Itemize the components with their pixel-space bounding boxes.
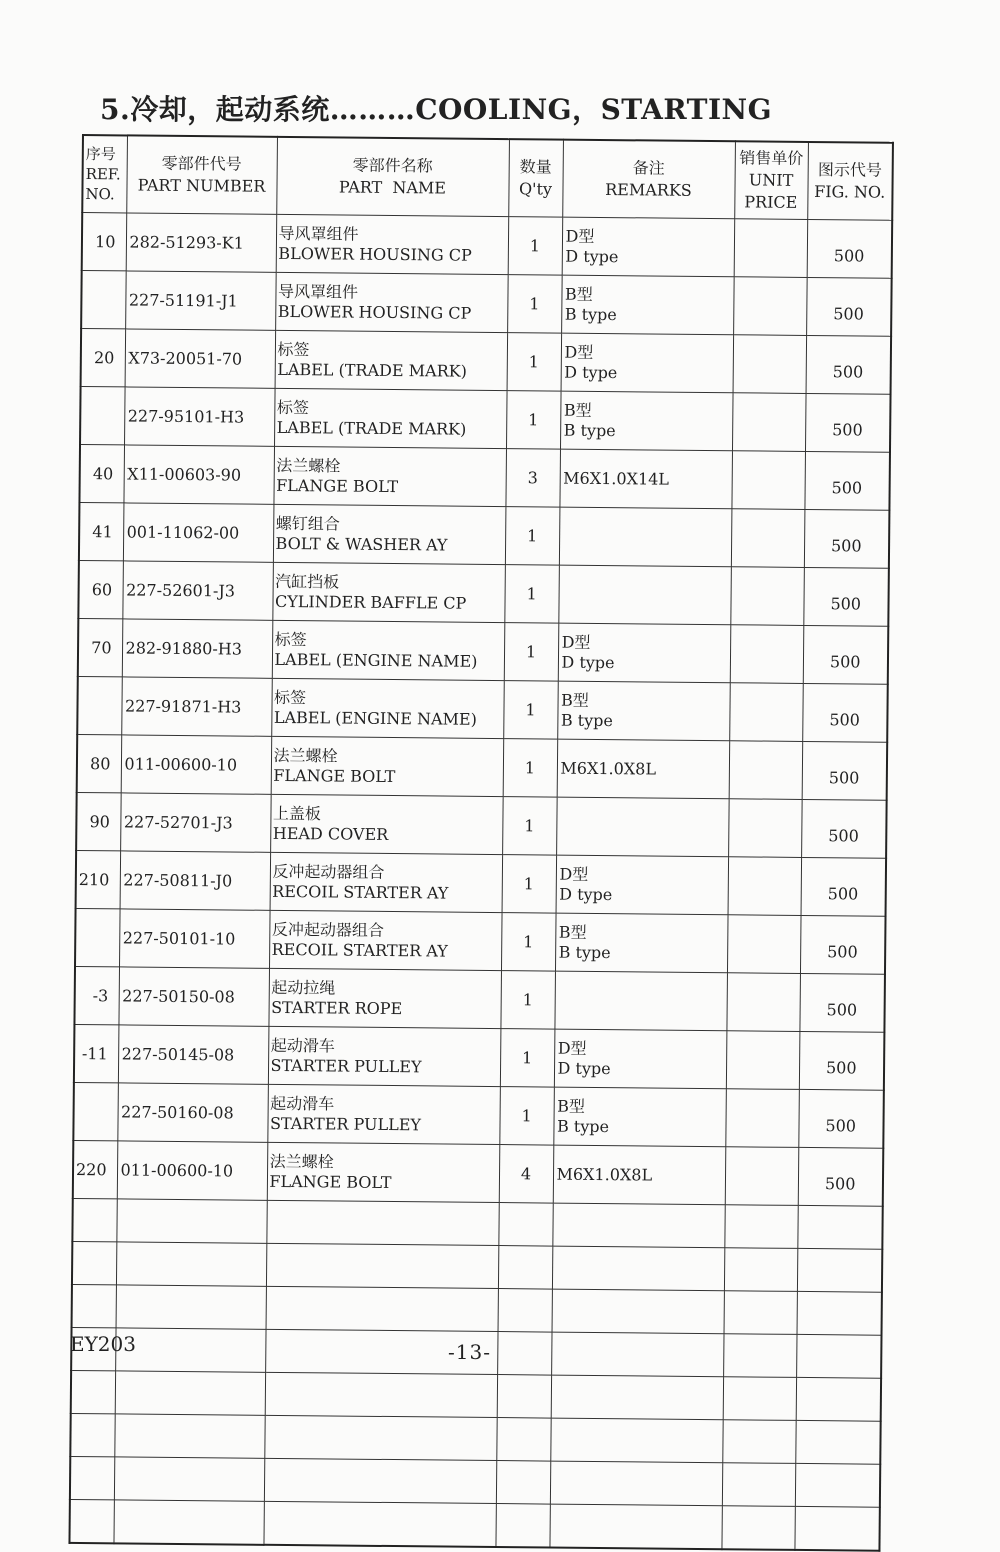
empty-cell (72, 1284, 116, 1327)
empty-cell (498, 1246, 552, 1290)
ref-no-cell: 60 (78, 560, 123, 618)
remark-line-1: D型 (559, 864, 589, 884)
empty-cell (795, 1463, 880, 1507)
remarks-cell (554, 1029, 727, 1089)
qty-cell: 1 (503, 739, 558, 798)
remark-line-1 (563, 536, 731, 538)
unit-price-cell (730, 567, 804, 626)
empty-cell (723, 1334, 796, 1378)
remarks-cell (558, 565, 731, 625)
header-remarks-cn: 备注 (632, 158, 665, 178)
empty-cell (724, 1248, 797, 1292)
empty-cell (496, 1461, 550, 1505)
unit-price-cell (731, 509, 805, 568)
header-remarks-en: REMARKS (605, 180, 692, 200)
remark-line-1 (560, 826, 728, 828)
part-name-en: BLOWER HOUSING CP (278, 243, 472, 265)
empty-cell (264, 1415, 496, 1460)
qty-cell: 1 (503, 681, 558, 740)
unit-price-cell (726, 1031, 800, 1090)
empty-cell (796, 1377, 881, 1421)
fig-no-cell: 500 (807, 219, 893, 278)
remark-line-2: D type (559, 884, 613, 904)
remark-line-2: B type (558, 942, 611, 962)
qty-cell: 1 (504, 565, 559, 624)
empty-table-row (72, 1198, 882, 1249)
remark-line-1 (562, 594, 730, 596)
header-remarks (562, 140, 735, 219)
empty-cell (116, 1199, 266, 1243)
empty-cell (70, 1456, 114, 1499)
part-number-cell: 227-50101-10 (119, 909, 270, 968)
part-number-cell: 227-51191-J1 (125, 271, 276, 330)
part-name-cell (269, 910, 502, 970)
fig-no-cell: 500 (801, 857, 887, 916)
unit-price-cell (731, 451, 805, 510)
empty-cell (797, 1205, 882, 1249)
header-fig-no-en: FIG. NO. (814, 182, 886, 202)
ref-no-cell: 20 (81, 329, 126, 387)
empty-cell (498, 1289, 552, 1333)
part-name-en: LABEL (TRADE MARK) (277, 359, 467, 381)
empty-cell (796, 1334, 881, 1378)
part-name-cn: 标签 (274, 687, 307, 707)
remarks-cell (553, 1145, 726, 1205)
header-part-number (126, 135, 277, 214)
empty-cell (549, 1504, 721, 1549)
header-unit-price-en-2: PRICE (744, 192, 798, 212)
fig-no-cell: 500 (799, 1031, 885, 1090)
header-part-number-en: PART NUMBER (137, 175, 266, 196)
ref-no-cell (75, 908, 120, 966)
fig-no-cell: 500 (798, 1089, 884, 1148)
part-number-cell: 227-50145-08 (118, 1025, 269, 1084)
part-name-cell (267, 1142, 500, 1202)
part-name-en: RECOIL STARTER AY (272, 881, 449, 903)
part-name-cn: 上盖板 (272, 803, 322, 823)
empty-table-row (72, 1241, 882, 1292)
table-row (81, 271, 892, 337)
part-name-cell (272, 620, 505, 680)
remarks-cell (553, 1087, 726, 1147)
header-unit-price-cn: 销售单价 (739, 148, 804, 168)
part-name-cell (270, 794, 503, 854)
empty-cell (550, 1461, 722, 1506)
empty-cell (794, 1506, 879, 1550)
header-unit-price (734, 141, 808, 219)
empty-cell (552, 1289, 724, 1334)
table-row (79, 444, 890, 510)
ref-no-cell: 41 (79, 502, 124, 560)
part-number-cell: 227-52701-J3 (120, 793, 271, 852)
remark-line-2: D type (565, 246, 619, 266)
remark-line-1: D型 (564, 342, 594, 362)
header-fig-no-cn: 图示代号 (817, 160, 883, 180)
page-title: 5.冷却，起动系统………COOLING，STARTING (100, 93, 773, 126)
part-name-cell (267, 1084, 500, 1144)
empty-cell (497, 1375, 551, 1419)
part-name-cn: 标签 (274, 629, 307, 649)
part-name-cn: 反冲起动器组合 (271, 919, 384, 940)
header-part-name-cn: 零部件名称 (352, 155, 433, 176)
header-qty-cn: 数量 (519, 157, 552, 177)
remark-line-1: D型 (561, 632, 591, 652)
part-name-cn: 起动滑车 (270, 1035, 335, 1055)
remark-line-1: M6X1.0X14L (563, 468, 670, 489)
table-row (78, 560, 889, 626)
qty-cell: 1 (500, 971, 555, 1030)
empty-cell (496, 1418, 550, 1462)
part-name-en: BLOWER HOUSING CP (277, 301, 472, 323)
ref-no-cell (80, 386, 125, 444)
unit-price-cell (733, 335, 807, 394)
ref-no-cell: -11 (74, 1024, 119, 1082)
empty-cell (797, 1291, 882, 1335)
part-name-cell (268, 1026, 501, 1086)
empty-cell (550, 1418, 722, 1463)
unit-price-cell (729, 741, 803, 800)
remarks-cell (560, 391, 733, 451)
remark-line-1: B型 (561, 690, 589, 710)
unit-price-cell (728, 799, 802, 858)
empty-cell (722, 1463, 795, 1507)
unit-price-cell (734, 219, 808, 278)
empty-cell (116, 1242, 266, 1286)
part-number-cell: 011-00600-10 (121, 735, 272, 794)
qty-cell: 1 (501, 913, 556, 972)
empty-cell (263, 1501, 495, 1547)
header-part-name-en: PART NAME (338, 177, 447, 198)
remark-line-1 (558, 1000, 726, 1002)
empty-cell (551, 1332, 723, 1377)
remarks-cell (557, 739, 730, 799)
part-name-en: HEAD COVER (272, 823, 389, 844)
ref-no-cell: 10 (82, 213, 127, 271)
qty-cell: 1 (506, 391, 561, 450)
empty-cell (265, 1372, 497, 1417)
ref-no-cell (81, 271, 126, 329)
fig-no-cell: 500 (804, 451, 890, 510)
remarks-cell (561, 333, 734, 393)
qty-cell: 1 (502, 797, 557, 856)
empty-table-row (69, 1499, 879, 1550)
table-row (80, 386, 891, 452)
empty-cell (721, 1506, 794, 1550)
part-number-cell: 282-91880-H3 (122, 619, 273, 678)
fig-no-cell: 500 (803, 625, 889, 684)
table-row (79, 502, 890, 568)
unit-price-cell (730, 625, 804, 684)
qty-cell: 1 (502, 855, 557, 914)
table-row (78, 618, 889, 684)
header-qty (508, 139, 563, 217)
empty-cell (795, 1420, 880, 1464)
empty-cell (724, 1205, 797, 1249)
remark-line-1: M6X1.0X8L (556, 1164, 653, 1185)
qty-cell: 1 (508, 217, 563, 276)
qty-cell: 1 (504, 623, 559, 682)
fig-no-cell: 500 (800, 915, 886, 974)
part-name-cell (276, 214, 509, 274)
fig-no-cell: 500 (801, 799, 887, 858)
fig-no-cell: 500 (803, 567, 889, 626)
empty-cell (72, 1241, 116, 1284)
table-row (77, 734, 888, 800)
part-name-cn: 反冲起动器组合 (272, 861, 385, 882)
part-name-cell (268, 968, 501, 1028)
part-name-cn: 标签 (276, 397, 309, 417)
part-number-cell: 227-50160-08 (117, 1083, 268, 1142)
header-qty-en: Q'ty (518, 179, 553, 199)
table-row (74, 966, 885, 1032)
fig-no-cell: 500 (806, 335, 892, 394)
header-part-name (276, 137, 509, 217)
table-row (81, 329, 892, 395)
remarks-cell (557, 681, 730, 741)
empty-table-row (70, 1456, 880, 1507)
part-name-cell (275, 330, 508, 390)
empty-cell (551, 1375, 723, 1420)
ref-no-cell (73, 1082, 118, 1140)
table-row (73, 1082, 884, 1148)
part-name-cell (271, 678, 504, 738)
empty-cell (69, 1499, 113, 1543)
remark-line-1: D型 (557, 1038, 587, 1058)
header-ref (82, 135, 127, 213)
ref-no-cell: 70 (78, 618, 123, 676)
part-number-cell: 227-50150-08 (118, 967, 269, 1026)
ref-no-cell: 90 (76, 792, 121, 850)
empty-cell (266, 1286, 498, 1331)
table-row (82, 213, 893, 279)
remark-line-2 (562, 594, 730, 596)
table-row (75, 908, 886, 974)
remark-line-2 (560, 826, 728, 828)
table-row (73, 1140, 884, 1206)
header-ref-no: NO. (85, 185, 115, 204)
empty-cell (266, 1243, 498, 1288)
empty-cell (552, 1203, 724, 1248)
remark-line-1: B型 (557, 1096, 586, 1116)
qty-cell: 1 (500, 1029, 555, 1088)
qty-cell: 1 (499, 1087, 554, 1146)
header-ref-en: REF. (85, 165, 121, 184)
remarks-cell (554, 971, 727, 1031)
part-name-cell (271, 736, 504, 796)
page-number: -13- (448, 1340, 491, 1364)
part-number-cell: 282-51293-K1 (126, 213, 277, 272)
unit-price-cell (729, 683, 803, 742)
part-number-cell: 227-50811-J0 (120, 851, 271, 910)
part-name-en: LABEL (TRADE MARK) (276, 417, 467, 439)
empty-cell (724, 1291, 797, 1335)
qty-cell: 1 (507, 275, 562, 334)
empty-cell (497, 1332, 551, 1376)
part-name-cell (273, 504, 506, 564)
empty-cell (72, 1198, 116, 1241)
part-name-cn: 起动拉绳 (271, 977, 336, 997)
model-code: EY203 (70, 1332, 136, 1356)
remarks-cell (559, 449, 732, 509)
remarks-cell (558, 623, 731, 683)
remark-line-1: B型 (558, 922, 587, 942)
part-name-cn: 螺钉组合 (275, 513, 340, 533)
unit-price-cell (727, 915, 801, 974)
part-name-en: FLANGE BOLT (273, 765, 396, 786)
part-number-cell: X11-00603-90 (123, 445, 274, 504)
remark-line-1: B型 (564, 284, 593, 304)
ref-no-cell: -3 (74, 966, 119, 1024)
empty-table-row (71, 1370, 881, 1421)
remark-line-1: D型 (565, 226, 595, 246)
remarks-cell (556, 797, 729, 857)
empty-cell (71, 1370, 115, 1413)
part-name-cn: 汽缸挡板 (275, 571, 340, 591)
ref-no-cell: 210 (76, 850, 121, 908)
qty-cell: 1 (505, 507, 560, 566)
empty-cell (115, 1328, 265, 1372)
remark-line-2: B type (564, 304, 617, 324)
qty-cell: 3 (505, 449, 560, 508)
remarks-cell (561, 275, 734, 335)
fig-no-cell: 500 (802, 683, 888, 742)
remark-line-2: D type (564, 362, 618, 382)
remark-line-2 (563, 536, 731, 538)
part-name-en: STARTER PULLEY (270, 1055, 422, 1076)
remarks-cell (562, 217, 735, 277)
remarks-cell (559, 507, 732, 567)
fig-no-cell: 500 (806, 277, 892, 336)
part-number-cell: X73-20051-70 (125, 329, 276, 388)
part-name-cn: 法兰螺栓 (276, 455, 341, 475)
part-name-en: FLANGE BOLT (276, 475, 399, 496)
empty-cell (113, 1500, 263, 1545)
part-name-en: LABEL (ENGINE NAME) (273, 707, 477, 729)
part-name-cn: 起动滑车 (270, 1093, 335, 1113)
part-name-cell (273, 446, 506, 506)
remarks-cell (555, 913, 728, 973)
remarks-cell (556, 855, 729, 915)
empty-cell (722, 1420, 795, 1464)
remark-line-2: B type (560, 710, 614, 730)
table-row (76, 850, 887, 916)
part-name-en: STARTER PULLEY (269, 1113, 422, 1134)
empty-cell (723, 1377, 796, 1421)
part-name-cn: 导风罩组件 (278, 223, 359, 244)
remark-line-2 (558, 1000, 726, 1002)
remark-line-1: B型 (563, 400, 592, 420)
parts-table-container (71, 134, 892, 1328)
fig-no-cell: 500 (804, 509, 890, 568)
part-name-cell (275, 272, 508, 332)
empty-cell (498, 1203, 552, 1247)
ref-no-cell: 80 (77, 734, 122, 792)
part-number-cell: 227-52601-J3 (122, 561, 273, 620)
part-number-cell: 227-91871-H3 (121, 677, 272, 736)
ref-no-cell: 40 (79, 444, 124, 502)
qty-cell: 1 (507, 333, 562, 392)
part-name-en: RECOIL STARTER AY (271, 939, 448, 961)
part-name-cell (272, 562, 505, 622)
table-row (76, 792, 887, 858)
part-number-cell: 001-11062-00 (123, 503, 274, 562)
part-name-cn: 法兰螺栓 (269, 1151, 334, 1171)
empty-cell (115, 1371, 265, 1415)
empty-cell (114, 1414, 264, 1458)
part-number-cell: 227-95101-H3 (124, 387, 275, 446)
fig-no-cell: 500 (805, 393, 891, 452)
empty-cell (797, 1248, 882, 1292)
part-name-cn: 标签 (277, 339, 310, 359)
unit-price-cell (725, 1089, 799, 1148)
header-fig-no (807, 142, 893, 220)
empty-cell (495, 1504, 549, 1548)
empty-table-row (72, 1284, 882, 1335)
header-unit-price-en: UNIT (748, 170, 794, 190)
remark-line-2: D type (557, 1058, 611, 1078)
header-part-number-cn: 零部件代号 (161, 153, 242, 174)
part-name-en: LABEL (ENGINE NAME) (274, 649, 478, 671)
ref-no-cell (77, 676, 122, 734)
empty-table-row (70, 1413, 880, 1464)
unit-price-cell (732, 393, 806, 452)
empty-cell (70, 1413, 114, 1456)
remark-line-2: B type (556, 1116, 610, 1136)
empty-cell (552, 1246, 724, 1291)
qty-cell: 4 (499, 1145, 554, 1204)
part-name-cn: 法兰螺栓 (273, 745, 338, 765)
part-name-en: BOLT & WASHER AY (275, 533, 448, 555)
table-header-row (82, 135, 893, 220)
header-ref-cn: 序号 (85, 145, 116, 164)
fig-no-cell: 500 (798, 1147, 884, 1206)
fig-no-cell: 500 (802, 741, 888, 800)
table-row (77, 676, 888, 742)
unit-price-cell (726, 973, 800, 1032)
unit-price-cell (733, 277, 807, 336)
part-name-en: FLANGE BOLT (269, 1171, 392, 1192)
remark-line-2: D type (561, 652, 615, 672)
remark-line-1: M6X1.0X8L (560, 758, 657, 779)
part-number-cell: 011-00600-10 (117, 1141, 268, 1200)
part-name-en: CYLINDER BAFFLE CP (274, 591, 467, 613)
empty-cell (116, 1285, 266, 1329)
unit-price-cell (725, 1147, 799, 1206)
fig-no-cell: 500 (799, 973, 885, 1032)
ref-no-cell: 220 (73, 1140, 118, 1198)
remark-line-2: B type (563, 420, 616, 440)
table-row (74, 1024, 885, 1090)
unit-price-cell (728, 857, 802, 916)
part-name-cell (274, 388, 507, 448)
empty-cell (264, 1458, 496, 1503)
part-name-cn: 导风罩组件 (277, 281, 359, 302)
part-name-cell (270, 852, 503, 912)
empty-cell (114, 1457, 264, 1501)
part-name-en: STARTER ROPE (271, 997, 403, 1018)
empty-cell (266, 1200, 498, 1245)
